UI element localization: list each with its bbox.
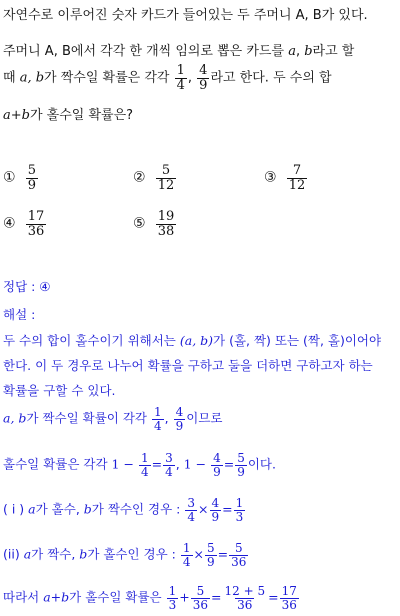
explanation-line-4: a, b가 짝수일 확률이 각각 $\frac{1}{4}$ , $\frac{4}{9}$ 이므로: [3, 405, 223, 433]
fraction: $\frac{4}{9}$: [211, 496, 220, 524]
choice-fraction: $\frac{5}{12}$: [157, 163, 175, 193]
question-line-3: 때 a, b가 짝수일 확률은 각각 $\frac{1}{4}$ , $\frac{4}{9}$ 라고 한다. 두 수의 합: [3, 63, 332, 93]
choice-marker: ③: [264, 169, 277, 186]
question-line-1: 자연수로 이루어진 숫자 카드가 들어있는 두 주머니 A, B가 있다.: [3, 8, 368, 23]
choice-3[interactable]: [264, 164, 308, 192]
fraction: $\frac{1}{4}$: [182, 541, 191, 569]
choice-fraction: $\frac{19}{38}$: [157, 209, 175, 239]
choice-marker: ④: [3, 215, 16, 232]
pair-ab: (a, b): [179, 333, 214, 348]
fraction: $\frac{5}{36}$: [231, 541, 247, 569]
question-text: 주머니 A, B에서 각각 한 개씩 임의로 뽑은 카드를: [3, 44, 285, 59]
var-a: a: [288, 44, 296, 59]
explanation-line-2: 한다. 이 두 경우로 나누어 확률을 구하고 둘을 더하면 구하고자 하는: [3, 358, 373, 373]
fraction: $\frac{1}{4}$: [154, 405, 162, 433]
choice-marker: ⑤: [133, 215, 146, 232]
question-text: 가 짝수일 확률은 각각: [44, 70, 170, 86]
question-text: 라고 할: [312, 44, 355, 59]
final-line: 따라서 a+b가 홀수일 확률은 $\frac{1}{3}$ + $\frac{5}{36}$ = $\frac{12 + 5}{36}$ = $\frac{17}{36}$: [3, 584, 297, 612]
fraction: $\frac{4}{9}$: [175, 405, 184, 433]
choice-fraction: $\frac{17}{36}$: [27, 209, 45, 239]
expr-a-plus-b: a+b: [3, 108, 30, 123]
fraction: $\frac{1}{3}$: [168, 584, 177, 612]
question-text: 가 홀수일 확률은?: [29, 108, 134, 123]
fraction: $\frac{3}{4}$: [187, 496, 196, 524]
fraction: $\frac{12 + 5}{36}$: [224, 584, 266, 612]
fraction: $\frac{3}{4}$: [165, 451, 173, 479]
answer-label: 정답 : ④: [3, 279, 51, 294]
choice-5[interactable]: [133, 210, 177, 238]
fraction: $\frac{5}{9}$: [237, 451, 245, 479]
case-2-line: (ii) a가 짝수, b가 홀수인 경우 : $\frac{1}{4}$ × $\frac{5}{9}$ = $\frac{5}{36}$: [3, 541, 247, 569]
choice-marker: ①: [3, 169, 16, 186]
question-text: 라고 한다. 두 수의 합: [210, 70, 332, 86]
var-b: b: [304, 44, 313, 59]
explanation-line-5: 홀수일 확률은 각각 1 − $\frac{1}{4}$ = $\frac{3}{4}$ , 1 − $\frac{4}{9}$ = $\frac{5}{9}$ 이다.: [3, 451, 276, 479]
fraction: $\frac{17}{36}$: [281, 584, 297, 612]
choice-marker: ②: [133, 169, 146, 186]
fraction: $\frac{4}{9}$: [213, 451, 221, 479]
choice-4[interactable]: [3, 210, 47, 238]
fraction: $\frac{5}{9}$: [207, 541, 215, 569]
vars-ab: a, b: [19, 70, 45, 86]
fraction: $\frac{5}{36}$: [192, 584, 209, 612]
fraction: $\frac{1}{4}$: [140, 451, 149, 479]
explanation-line-3: 확률을 구할 수 있다.: [3, 383, 116, 398]
question-line-2: 주머니 A, B에서 각각 한 개씩 임의로 뽑은 카드를 a, b라고 할: [3, 44, 355, 59]
choice-fraction: $\frac{7}{12}$: [288, 163, 306, 193]
choice-fraction: $\frac{5}{9}$: [27, 163, 36, 193]
case-1-line: ( i ) a가 홀수, b가 짝수인 경우 : $\frac{3}{4}$ × $\frac{4}{9}$ = $\frac{1}{3}$: [3, 496, 244, 524]
fraction-one-quarter: $\frac{1}{4}$: [176, 63, 185, 93]
choice-2[interactable]: [133, 164, 177, 192]
question-text: 때: [3, 70, 16, 86]
fraction: $\frac{1}{3}$: [235, 496, 244, 524]
explanation-label: 해설 :: [3, 307, 36, 322]
explanation-line-1: 두 수의 합이 홀수이기 위해서는 (a, b)가 (홀, 짝) 또는 (짝, 홀)이어야: [3, 333, 382, 348]
question-line-4: [3, 104, 133, 123]
choice-1[interactable]: [3, 164, 39, 192]
fraction-four-ninths: $\frac{4}{9}$: [199, 63, 208, 93]
